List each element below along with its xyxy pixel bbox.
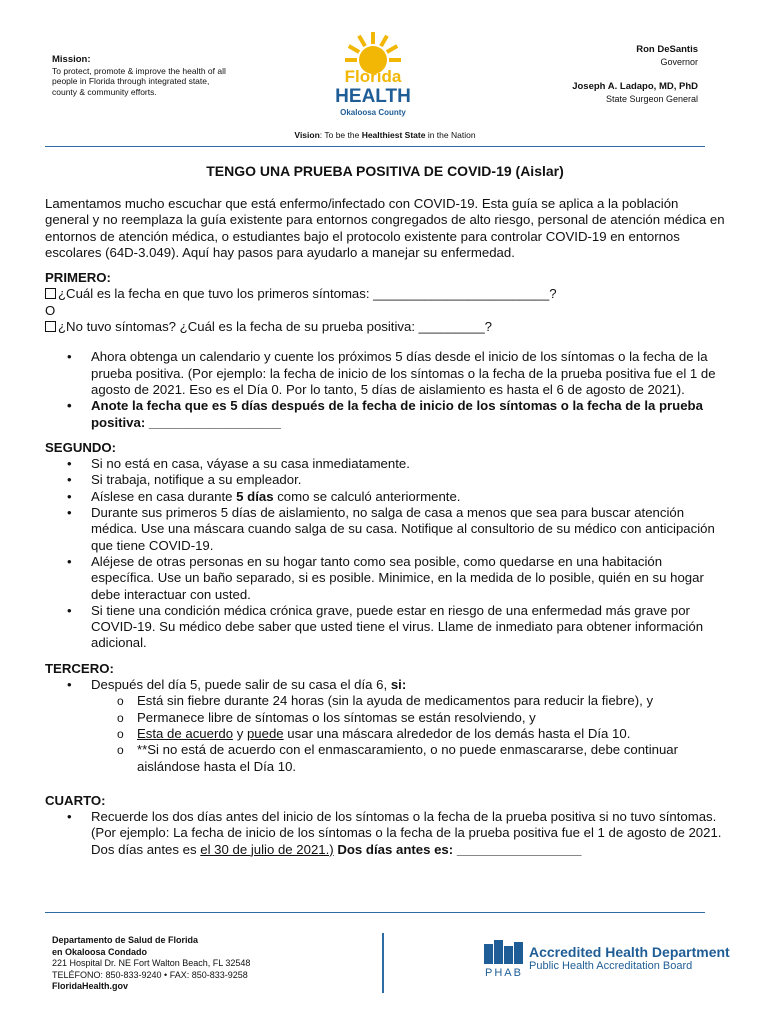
- page-title: TENGO UNA PRUEBA POSITIVA DE COVID-19 (Aislar): [206, 163, 564, 179]
- logo-county: Okaloosa County: [340, 108, 406, 117]
- checkbox-icon[interactable]: [45, 321, 56, 332]
- segundo-heading: SEGUNDO:: [45, 439, 117, 455]
- primero-list: [45, 349, 725, 430]
- phab-title: Accredited Health Department: [529, 944, 730, 960]
- b3-bold: 5 días: [236, 488, 274, 504]
- sub-item: o Permanece libre de síntomas o los síntomas se están resolviendo, y: [91, 710, 725, 726]
- sub-item: [91, 726, 725, 742]
- primero-q1: [45, 286, 725, 302]
- cuarto-pre: Recuerde los dos días antes del inicio de los síntomas o la fecha de la prueba positiva si no tuvo síntomas. (Por ejemplo: La fecha de inicio de los síntomas o la fecha de la prueba positiva fue el 1 de agosto de 2021. Dos días antes es: [91, 809, 722, 857]
- vision-text-end: in the Nation: [425, 130, 476, 140]
- dept-name-1: Departamento de Salud de Florida: [52, 935, 199, 945]
- phone-fax: TELÉFONO: 850-833-9240 • FAX: 850-833-9258: [52, 969, 248, 980]
- list-item: [45, 809, 725, 858]
- s3-underline-2: puede: [246, 725, 284, 741]
- vision-label: Vision: [294, 130, 320, 140]
- phab-building-icon: [482, 938, 526, 978]
- intro-paragraph: Lamentamos mucho escuchar que está enfermo/infectado con COVID-19. Esta guía se aplica a la población general y no reemplaza la guía existente para entornos congregados de alto riesgo, personal de atención médica en entornos de atención médica, o estudiantes bajo el protocolo existente para controlar COVID-19 en entornos escolares (64D-3.049). Aquí hay pasos para ayudarlo a manejar su enfermedad.: [45, 196, 725, 260]
- list-item: • Aléjese de otras personas en su hogar tanto como sea posible, como quedarse en una habitación específica. Use un baño separado, si es posible. Minimice, en la medida de lo posible, quién en su hogar debe interactuar con usted.: [45, 554, 725, 603]
- tercero-list: [45, 677, 725, 775]
- document-body: [45, 196, 725, 858]
- list-item: • Si trabaja, notifique a su empleador.: [45, 472, 725, 488]
- header-divider: [45, 146, 705, 147]
- q2-text: ¿No tuvo síntomas? ¿Cuál es la fecha de su prueba positiva: _________?: [58, 319, 492, 335]
- logo-word-florida: Florida: [344, 67, 402, 86]
- primero-q2: [45, 319, 725, 335]
- governor-name: Ron DeSantis: [636, 44, 698, 55]
- list-item: • Durante sus primeros 5 días de aislamiento, no salga de casa a menos que sea para buscar atención médica. Use una máscara cuando salga de su casa. Notifique al consultorio de su médico con anticipación que tiene COVID-19.: [45, 505, 725, 554]
- list-item: • Si no está en casa, váyase a su casa inmediatamente.: [45, 456, 725, 472]
- address: 221 Hospital Dr. NE Fort Walton Beach, FL 32548: [52, 958, 251, 968]
- mission-label: Mission:: [52, 54, 91, 65]
- mission-text: To protect, promote & improve the health of all people in Florida through integrated state, county & community efforts.: [52, 65, 226, 97]
- primero-or: O: [45, 302, 56, 318]
- list-item: • Anote la fecha que es 5 días después de la fecha de inicio de los síntomas o la fecha de la prueba positiva: __________________: [45, 398, 725, 431]
- phab-text: [529, 944, 730, 972]
- governor-title: Governor: [660, 57, 698, 67]
- vision-statement: [0, 130, 770, 140]
- s3-mid: y: [233, 725, 247, 741]
- b3-post: como se calculó anteriormente.: [273, 488, 461, 504]
- list-item: [45, 677, 725, 775]
- surgeon-name: Joseph A. Ladapo, MD, PhD: [572, 81, 698, 92]
- footer-separator: [382, 933, 384, 993]
- list-item: • Ahora obtenga un calendario y cuente los próximos 5 días desde el inicio de los síntomas o la fecha de la prueba positiva. (Por ejemplo: la fecha de inicio de los síntomas o la fecha de la prueba positiva fue el 1 de agosto de 2021. Eso es el Día 0. Por lo tanto, 5 días de aislamiento es hasta el 6 de agosto de 2021).: [45, 349, 725, 398]
- tercero-heading: TERCERO:: [45, 660, 114, 676]
- list-item: • Si tiene una condición médica crónica grave, puede estar en riesgo de una enfermedad más grave por COVID-19. Su médico debe saber que usted tiene el virus. Llame de inmediato para obtener información adicional.: [45, 603, 725, 652]
- cuarto-heading: CUARTO:: [45, 792, 106, 808]
- cuarto-bold: Dos días antes es: _________________: [333, 841, 582, 857]
- cuarto-list: [45, 809, 725, 858]
- logo-word-health: HEALTH: [335, 86, 411, 107]
- list-item: [45, 489, 725, 505]
- tercero-b1-bold: si:: [390, 677, 407, 693]
- checkbox-icon[interactable]: [45, 288, 56, 299]
- sub-item: o Está sin fiebre durante 24 horas (sin la ayuda de medicamentos para reducir la fiebre), y: [91, 693, 725, 709]
- cuarto-underline: el 30 de julio de 2021.): [200, 841, 334, 857]
- sub-item: o **Si no está de acuerdo con el enmascaramiento, o no puede enmascararse, debe continuar aislándose hasta el Día 10.: [91, 742, 725, 775]
- website-link[interactable]: FloridaHealth.gov: [52, 981, 129, 991]
- vision-bold: Healthiest State: [361, 130, 426, 140]
- footer-divider: [45, 912, 705, 913]
- officials-block: [572, 44, 698, 105]
- tercero-b1-pre: Después del día 5, puede salir de su casa el día 6,: [91, 677, 391, 693]
- segundo-list: [45, 456, 725, 652]
- b3-pre: Aíslese en casa durante: [91, 488, 237, 504]
- vision-text: : To be the: [319, 130, 362, 140]
- primero-heading: PRIMERO:: [45, 270, 111, 286]
- phab-logo: [482, 938, 730, 978]
- s3-underline-1: Esta de acuerdo: [137, 725, 234, 741]
- q1-text: ¿Cuál es la fecha en que tuvo los primeros síntomas: ________________________?: [58, 286, 557, 302]
- dept-name-2: en Okaloosa Condado: [52, 946, 148, 957]
- surgeon-title: State Surgeon General: [605, 94, 698, 104]
- tercero-sublist: [91, 693, 725, 774]
- florida-health-logo: [333, 30, 413, 122]
- mission-statement: [52, 54, 227, 97]
- phab-letters: PHAB: [485, 967, 523, 978]
- sun-logo-icon: [333, 30, 413, 122]
- footer-address: [52, 935, 250, 993]
- phab-subtitle: Public Health Accreditation Board: [529, 960, 693, 972]
- s3-post: usar una máscara alrededor de los demás hasta el Día 10.: [283, 725, 631, 741]
